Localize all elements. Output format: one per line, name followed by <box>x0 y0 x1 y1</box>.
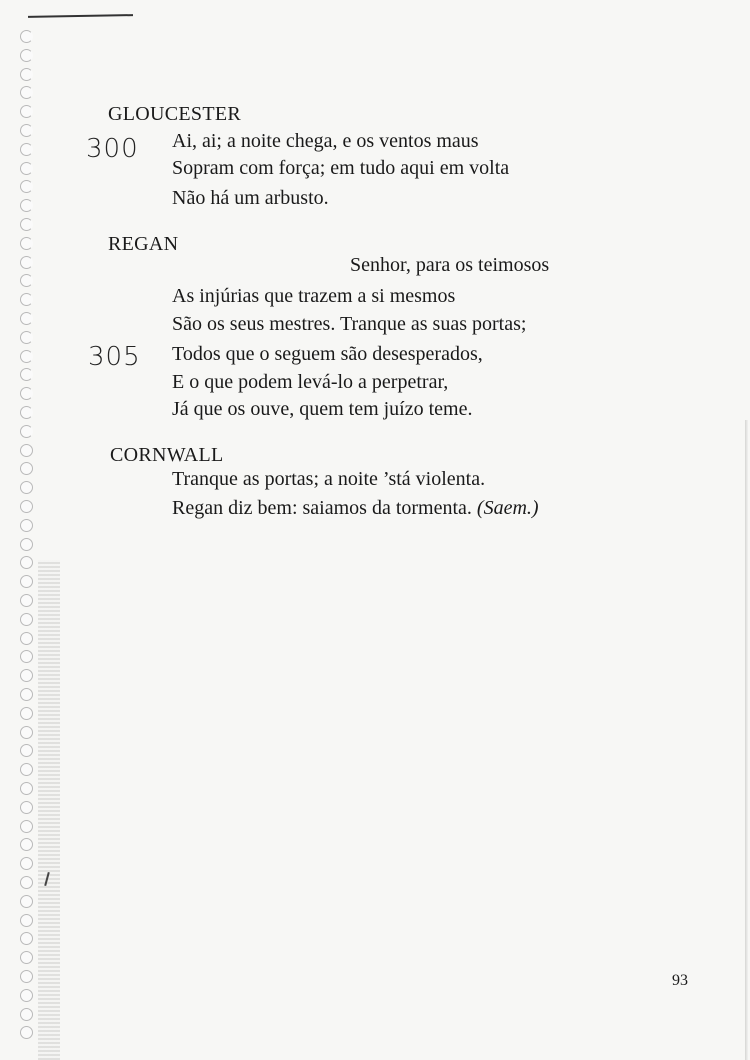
binding-hole <box>20 180 33 193</box>
binding-hole <box>20 368 33 381</box>
page-number: 93 <box>672 972 688 989</box>
verse-line: Senhor, para os teimosos <box>350 254 550 276</box>
binding-hole <box>20 425 33 438</box>
binding-hole <box>20 782 33 795</box>
binding-hole <box>20 237 33 250</box>
spiral-binding <box>14 30 40 1050</box>
binding-hole <box>20 312 33 325</box>
binding-hole <box>20 500 33 513</box>
binding-hole <box>20 350 33 363</box>
handwritten-line-number-305: 305 <box>88 342 141 372</box>
binding-hole <box>20 274 33 287</box>
verse-line <box>172 497 539 520</box>
binding-hole <box>20 105 33 118</box>
binding-hole <box>20 481 33 494</box>
binding-hole <box>20 124 33 137</box>
page-edge-shadow <box>745 420 748 1060</box>
binding-hole <box>20 293 33 306</box>
binding-hole <box>20 49 33 62</box>
binding-hole <box>20 744 33 757</box>
speaker-gloucester: GLOUCESTER <box>108 103 241 125</box>
verse-line: Tranque as portas; a noite ’stá violenta. <box>172 468 486 490</box>
binding-hole <box>20 707 33 720</box>
binding-hole <box>20 970 33 983</box>
binding-hole <box>20 669 33 682</box>
binding-hole <box>20 68 33 81</box>
binding-hole <box>20 538 33 551</box>
binding-hole <box>20 406 33 419</box>
binding-hole <box>20 763 33 776</box>
binding-hole <box>20 387 33 400</box>
binding-hole <box>20 30 33 43</box>
binding-hole <box>20 613 33 626</box>
binding-hole <box>20 1008 33 1021</box>
binding-hole <box>20 162 33 175</box>
verse-line: Sopram com força; em tudo aqui em volta <box>172 157 510 179</box>
binding-hole <box>20 331 33 344</box>
binding-hole <box>20 726 33 739</box>
verse-line: Ai, ai; a noite chega, e os ventos maus <box>172 130 479 152</box>
verse-line: E o que podem levá-lo a perpetrar, <box>172 371 449 393</box>
binding-hole <box>20 519 33 532</box>
binding-hole <box>20 462 33 475</box>
binding-hole <box>20 444 33 457</box>
binding-hole <box>20 895 33 908</box>
binding-hole <box>20 932 33 945</box>
binding-hole <box>20 575 33 588</box>
binding-hole <box>20 801 33 814</box>
binding-hole <box>20 143 33 156</box>
verse-text: Regan diz bem: saiamos da tormenta. <box>172 497 472 519</box>
stage-direction: (Saem.) <box>476 497 539 519</box>
binding-hole <box>20 857 33 870</box>
binding-hole <box>20 632 33 645</box>
verse-line: Todos que o seguem são desesperados, <box>172 343 483 365</box>
binding-hole <box>20 218 33 231</box>
binding-hole <box>20 556 33 569</box>
top-pen-stroke <box>28 14 133 18</box>
binding-hole <box>20 650 33 663</box>
speaker-regan: REGAN <box>108 233 179 255</box>
speaker-cornwall: CORNWALL <box>110 444 224 466</box>
binding-hole <box>20 256 33 269</box>
binding-hole <box>20 876 33 889</box>
binding-shadow <box>38 560 60 1060</box>
binding-hole <box>20 820 33 833</box>
verse-line: Já que os ouve, quem tem juízo teme. <box>172 398 473 420</box>
binding-hole <box>20 594 33 607</box>
binding-hole <box>20 688 33 701</box>
binding-hole <box>20 1026 33 1039</box>
binding-hole <box>20 86 33 99</box>
verse-line: São os seus mestres. Tranque as suas portas; <box>172 313 527 335</box>
binding-hole <box>20 914 33 927</box>
binding-hole <box>20 199 33 212</box>
handwritten-line-number-300: 300 <box>86 134 139 164</box>
binding-hole <box>20 951 33 964</box>
binding-hole <box>20 989 33 1002</box>
verse-line: As injúrias que trazem a si mesmos <box>172 285 456 307</box>
verse-line: Não há um arbusto. <box>172 187 329 209</box>
binding-hole <box>20 838 33 851</box>
